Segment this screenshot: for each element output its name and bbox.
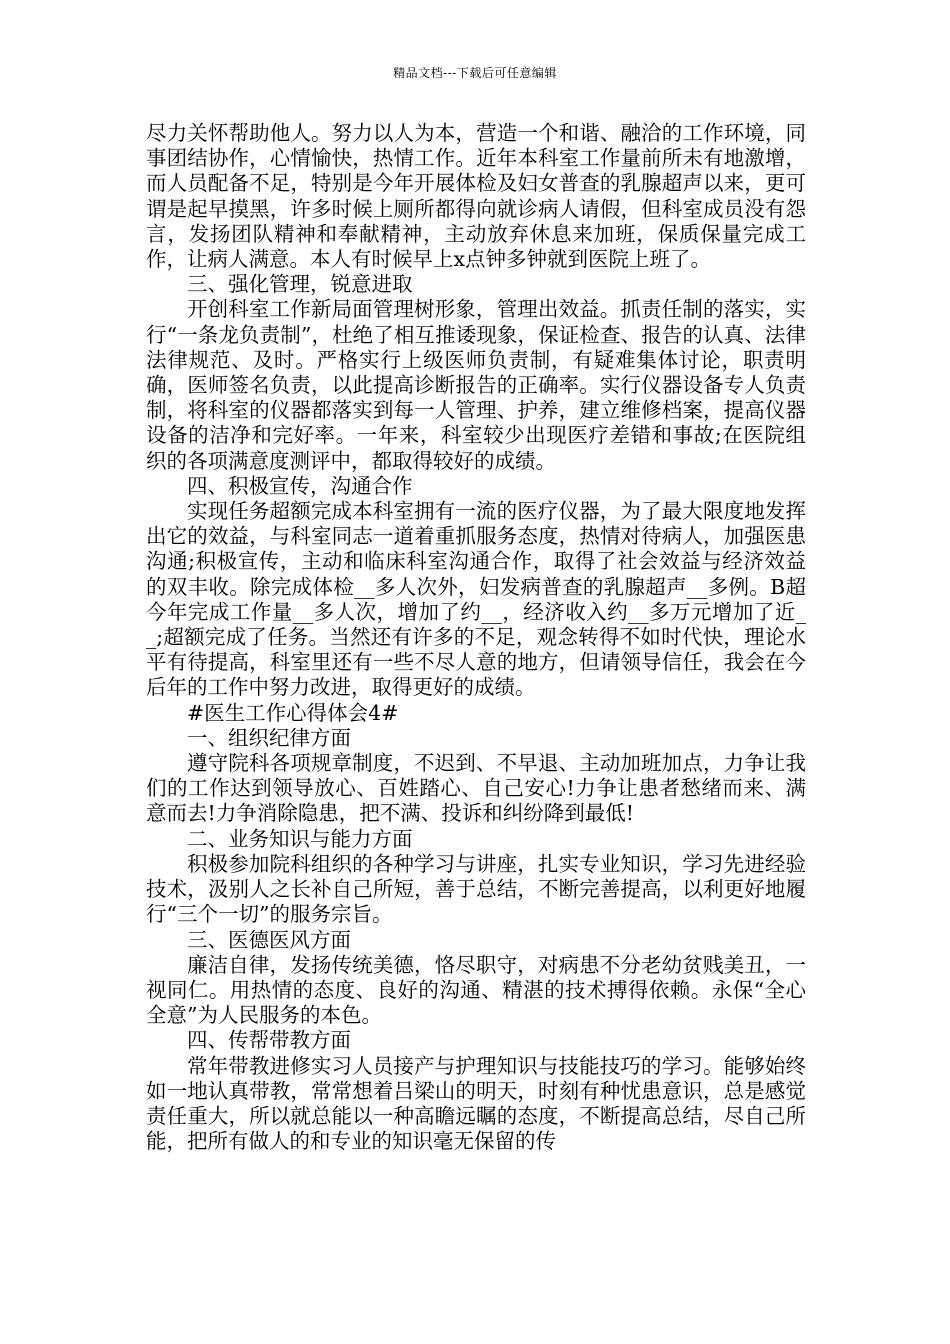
paragraph: 遵守院科各项规章制度，不迟到、不早退、主动加班加点，力争让我们的工作达到领导放心、百姓踏心、自己安心!力争让患者愁绪而来、满意而去!力争消除隐患，把不满、投诉和纠纷降到最低! — [146, 751, 806, 826]
article-title: #医生工作心得体会4# — [187, 700, 399, 725]
paragraph: 实现任务超额完成本科室拥有一流的医疗仪器，为了最大限度地发挥出它的效益，与科室同志一道着重抓服务态度，热情对待病人，加强医患沟通;积极宣传，主动和临床科室沟通合作，取得了社会效益与经济效益的双丰收。除完成体检__多人次外，妇发病普查的乳腺超声__多例。B超今年完成工作量__多人次，增加了约__，经济收入约__多万元增加了近__;超额完成了任务。当然还有许多的不足，观念转得不如时代快，理论水平有待提高，科室里还有一些不尽人意的地方，但请领导信任，我会在今后年的工作中努力改进，取得更好的成绩。 — [146, 499, 806, 700]
paragraph: 廉洁自律，发扬传统美德，恪尽职守，对病患不分老幼贫贱美丑，一视同仁。用热情的态度、良好的沟通、精湛的技术搏得依赖。永保“全心全意”为人民服务的本色。 — [146, 952, 806, 1028]
paragraph: 常年带教进修实习人员接产与护理知识与技能技巧的学习。能够始终如一地认真带教，常常想着吕梁山的明天，时刻有种忧患意识，总是感觉责任重大，所以就总能以一种高瞻远瞩的态度，不断提高总结，尽自己所能，把所有做人的和专业的知识毫无保留的传 — [146, 1053, 806, 1154]
section-heading: 四、传帮带教方面 — [187, 1028, 351, 1053]
section-heading: 四、积极宣传，沟通合作 — [187, 473, 413, 498]
section-heading: 三、医德医风方面 — [187, 927, 351, 952]
paragraph: 开创科室工作新局面管理树形象，管理出效益。抓责任制的落实，实行“一条龙负责制”，杜绝了相互推诿现象，保证检查、报告的认真、法律法律规范、及时。严格实行上级医师负责制，有疑难集体讨论，职责明确，医师签名负责，以此提高诊断报告的正确率。实行仪器设备专人负责制，将科室的仪器都落实到每一人管理、护养，建立维修档案，提高仪器设备的洁净和完好率。一年来，科室较少出现医疗差错和事故;在医院组织的各项满意度测评中，都取得较好的成绩。 — [146, 297, 806, 473]
section-heading: 二、业务知识与能力方面 — [187, 826, 413, 851]
paragraph: 积极参加院科组织的各种学习与讲座，扎实专业知识，学习先进经验技术，汲别人之长补自己所短，善于总结，不断完善提高，以利更好地履行“三个一切”的服务宗旨。 — [146, 851, 806, 927]
document-body — [146, 121, 806, 1154]
paragraph: 尽力关怀帮助他人。努力以人为本，营造一个和谐、融洽的工作环境，同事团结协作，心情愉快，热情工作。近年本科室工作量前所未有地激增，而人员配备不足，特别是今年开展体检及妇女普查的乳腺超声以来，更可谓是起早摸黑，许多时候上厕所都得向就诊病人请假，但科室成员没有怨言，发扬团队精神和奉献精神，主动放弃休息来加班，保质保量完成工作，让病人满意。本人有时候早上x点钟多钟就到医院上班了。 — [146, 121, 806, 272]
page-header: 精品文档---下载后可任意编辑 — [393, 66, 557, 80]
section-heading: 一、组织纪律方面 — [187, 725, 351, 750]
section-heading: 三、强化管理，锐意进取 — [187, 272, 413, 297]
